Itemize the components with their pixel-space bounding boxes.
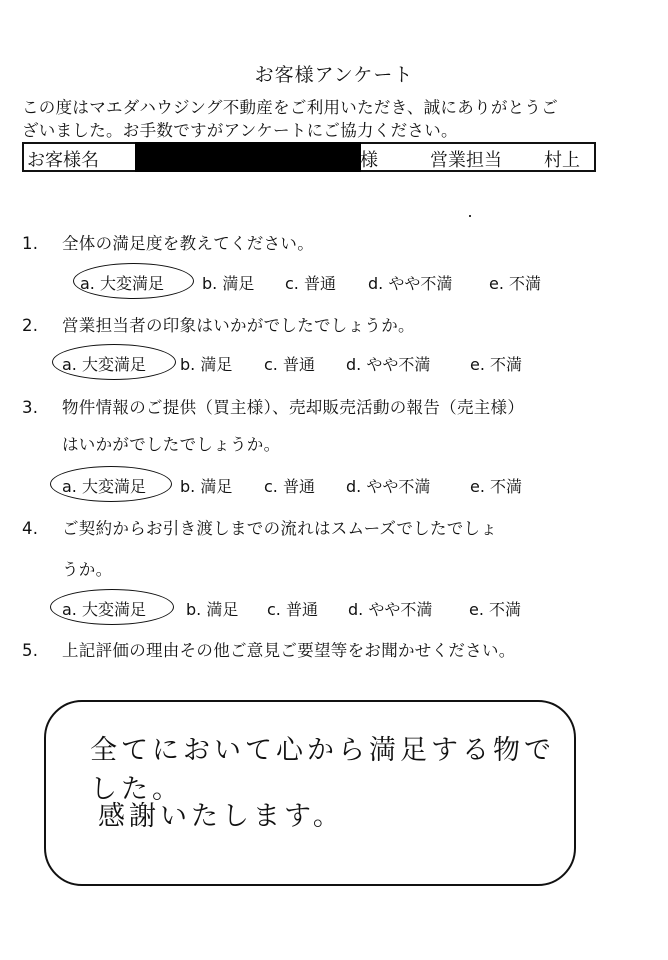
option-c[interactable]: c. 普通 xyxy=(264,477,315,496)
option-c[interactable]: c. 普通 xyxy=(264,355,315,374)
handwritten-comment-line-2: 感謝いたします。 xyxy=(98,801,344,832)
question-4: 4. ご契約からお引き渡しまでの流れはスムーズでしたでしょ xyxy=(22,519,498,538)
option-b[interactable]: b. 満足 xyxy=(180,477,233,496)
option-d[interactable]: d. やや不満 xyxy=(346,355,431,374)
customer-suffix: 様 xyxy=(360,150,378,171)
question-2: 2. 営業担当者の印象はいかがでしたでしょうか。 xyxy=(22,316,415,335)
staff-name: 村上 xyxy=(544,150,580,171)
option-b[interactable]: b. 満足 xyxy=(180,355,233,374)
handwritten-comment-line-1: 全てにおいて心から満足する物でした。 xyxy=(90,735,555,805)
customer-name-label: お客様名 xyxy=(27,150,99,171)
option-a[interactable]: a. 大変満足 xyxy=(80,274,164,293)
option-d[interactable]: d. やや不満 xyxy=(348,600,433,619)
survey-title: お客様アンケート xyxy=(254,64,414,86)
option-b[interactable]: b. 満足 xyxy=(202,274,255,293)
option-b[interactable]: b. 満足 xyxy=(186,600,239,619)
option-d[interactable]: d. やや不満 xyxy=(368,274,453,293)
scan-speck xyxy=(469,215,471,217)
option-c[interactable]: c. 普通 xyxy=(285,274,336,293)
intro-line-2: ざいました。お手数ですがアンケートにご協力ください。 xyxy=(22,121,458,140)
question-1: 1. 全体の満足度を教えてください。 xyxy=(22,234,314,253)
option-e[interactable]: e. 不満 xyxy=(469,600,522,619)
free-comment-box[interactable] xyxy=(44,700,576,886)
question-3: 3. 物件情報のご提供（買主様）、売却販売活動の報告（売主様） xyxy=(22,398,525,417)
redacted-name xyxy=(135,142,361,172)
question-3-line-2: はいかがでしたでしょうか。 xyxy=(62,435,281,454)
option-e[interactable]: e. 不満 xyxy=(470,355,523,374)
option-c[interactable]: c. 普通 xyxy=(267,600,318,619)
customer-name-box xyxy=(22,142,596,172)
staff-label: 営業担当 xyxy=(430,150,502,171)
intro-line-1: この度はマエダハウジング不動産をご利用いただき、誠にありがとうご xyxy=(22,98,559,117)
option-d[interactable]: d. やや不満 xyxy=(346,477,431,496)
option-e[interactable]: e. 不満 xyxy=(470,477,523,496)
option-e[interactable]: e. 不満 xyxy=(489,274,542,293)
option-a[interactable]: a. 大変満足 xyxy=(62,600,146,619)
option-a[interactable]: a. 大変満足 xyxy=(62,477,146,496)
question-4-line-2: うか。 xyxy=(62,560,113,579)
question-5: 5. 上記評価の理由その他ご意見ご要望等をお聞かせください。 xyxy=(22,641,516,660)
option-a[interactable]: a. 大変満足 xyxy=(62,355,146,374)
